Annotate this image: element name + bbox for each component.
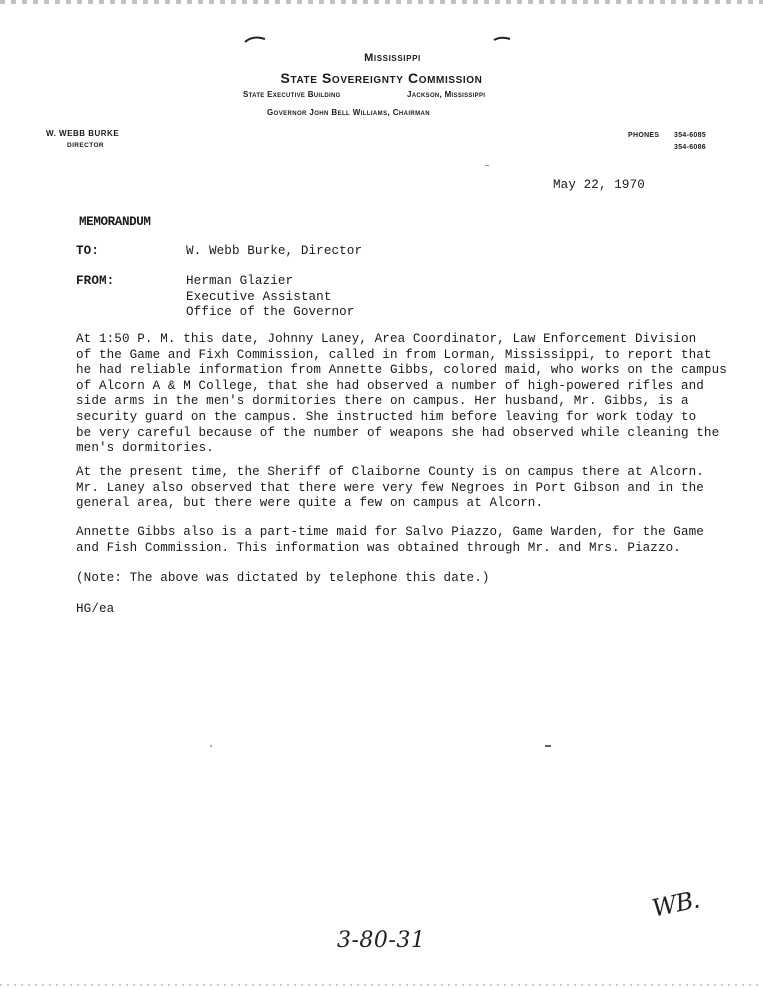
letterhead-city: Jackson, Mississippi xyxy=(407,90,486,99)
paragraph-3-line: and Fish Commission. This information was obtained through Mr. and Mrs. Piazzo. xyxy=(76,540,681,555)
paragraph-2-line: Mr. Laney also observed that there were very few Negroes in Port Gibson and in the xyxy=(76,480,704,495)
typist-initials: HG/ea xyxy=(76,602,115,616)
to-value: W. Webb Burke, Director xyxy=(186,244,363,258)
dictation-note: (Note: The above was dictated by telephone this date.) xyxy=(76,571,490,585)
paragraph-1-line: be very careful because of the number of weapons she had observed while cleaning the xyxy=(76,425,720,440)
scan-speck xyxy=(545,745,551,747)
phone-number-1: 354-6085 xyxy=(674,132,706,139)
director-name: W. WEBB BURKE xyxy=(46,129,120,138)
scan-speck xyxy=(485,165,489,166)
paragraph-1-line: side arms in the men's dormitories there on campus. Her husband, Mr. Gibbs, is a xyxy=(76,394,689,409)
from-title: Executive Assistant xyxy=(186,289,332,304)
scan-mark-right xyxy=(492,34,512,44)
paragraph-1-line: of Alcorn A & M College, that she had observed a number of high-powered rifles and xyxy=(76,378,704,393)
phones-label: PHONES xyxy=(628,132,660,139)
bottom-scan-edge xyxy=(0,984,763,986)
paragraph-1-line: he had reliable information from Annette Gibbs, colored maid, who works on the campus xyxy=(76,363,727,378)
letterhead-building: State Executive Building xyxy=(243,90,341,99)
director-title: DIRECTOR xyxy=(67,142,105,149)
from-block xyxy=(186,274,354,321)
handwritten-file-number: 3-80-31 xyxy=(337,928,426,953)
paragraph-1-line: men's dormitories. xyxy=(76,441,214,456)
from-office: Office of the Governor xyxy=(186,305,355,320)
top-scan-edge xyxy=(0,0,763,4)
memo-date: May 22, 1970 xyxy=(553,178,645,192)
paragraph-2-line: At the present time, the Sheriff of Claiborne County is on campus there at Alcorn. xyxy=(76,465,704,479)
letterhead-commission: State Sovereignty Commission xyxy=(280,70,483,86)
paragraph-3-line: Annette Gibbs also is a part-time maid for Salvo Piazzo, Game Warden, for the Game xyxy=(76,525,704,539)
memo-heading: MEMORANDUM xyxy=(79,215,151,229)
letterhead-governor: Governor John Bell Williams, Chairman xyxy=(267,108,431,117)
handwritten-initials: WB. xyxy=(649,885,702,923)
body-paragraph-1 xyxy=(76,332,727,457)
paragraph-1-line: At 1:50 P. M. this date, Johnny Laney, Area Coordinator, Law Enforcement Division xyxy=(76,332,697,346)
paragraph-1-line: of the Game and Fixh Commission, called in from Lorman, Mississippi, to report that xyxy=(76,347,712,362)
phone-number-2: 354-6086 xyxy=(674,144,706,151)
scan-mark-left xyxy=(243,33,267,45)
letterhead-state: Mississippi xyxy=(364,52,421,64)
from-label: FROM: xyxy=(76,274,115,288)
paragraph-2-line: general area, but there were quite a few on campus at Alcorn. xyxy=(76,496,544,511)
scan-speck xyxy=(210,745,212,747)
body-paragraph-3 xyxy=(76,525,704,556)
paragraph-1-line: security guard on the campus. She instructed him before leaving for work today to xyxy=(76,409,697,424)
to-label: TO: xyxy=(76,244,99,258)
body-paragraph-2 xyxy=(76,465,704,512)
from-name: Herman Glazier xyxy=(186,274,294,288)
